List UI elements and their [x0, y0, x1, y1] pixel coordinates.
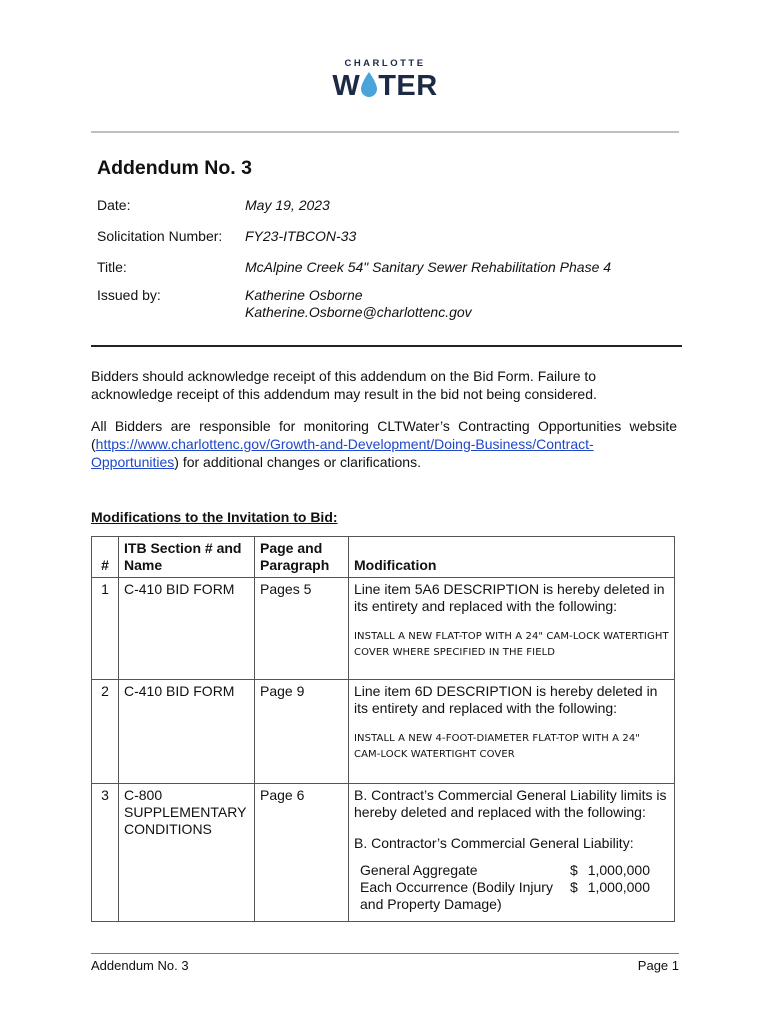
- header-rule: [91, 131, 679, 133]
- table-row: [92, 578, 675, 680]
- row-modification: [349, 680, 675, 784]
- row-modification: [349, 578, 675, 680]
- limit-row: [354, 879, 669, 913]
- row-section: C-410 BID FORM: [119, 578, 255, 680]
- limit-label: Each Occurrence (Bodily Injury and Property Damage): [360, 879, 553, 912]
- footer-rule: [91, 953, 679, 954]
- monitoring-paragraph: [91, 417, 677, 471]
- row-num: 3: [92, 784, 119, 922]
- monitoring-prefix: All Bidders are responsible for monitoring CLTWater’s Contracting Opportunities website (: [91, 418, 677, 452]
- row-modification: [349, 784, 675, 922]
- logo-main-text: [330, 70, 440, 102]
- row-page: Page 9: [255, 680, 349, 784]
- replacement-description: INSTALL A NEW 4-FOOT-DIAMETER FLAT-TOP WITH A 24" CAM-LOCK WATERTIGHT COVER: [354, 733, 640, 760]
- header-section: ITB Section # and Name: [119, 537, 255, 578]
- modification-text: B. Contract’s Commercial General Liability limits is hereby deleted and replaced with the following:: [354, 787, 667, 820]
- liability-subheading: B. Contractor’s Commercial General Liability:: [354, 835, 634, 851]
- solicitation-value: FY23-ITBCON-33: [245, 228, 357, 244]
- limit-currency: $: [570, 879, 578, 895]
- row-page: Page 6: [255, 784, 349, 922]
- logo-main-left: W: [332, 70, 361, 102]
- monitoring-suffix: ) for additional changes or clarifications.: [174, 454, 421, 470]
- title-value: McAlpine Creek 54" Sanitary Sewer Rehabilitation Phase 4: [245, 259, 612, 275]
- header-num: #: [92, 537, 119, 578]
- issued-by-email: Katherine.Osborne@charlottenc.gov: [245, 304, 472, 320]
- modification-text: Line item 6D DESCRIPTION is hereby deleted in its entirety and replaced with the following:: [354, 683, 658, 716]
- section-rule: [91, 345, 682, 347]
- row-section: C-410 BID FORM: [119, 680, 255, 784]
- page-title: Addendum No. 3: [97, 157, 252, 179]
- limit-value: 1,000,000: [587, 879, 650, 895]
- table-row: [92, 680, 675, 784]
- header-page: Page and Paragraph: [255, 537, 349, 578]
- solicitation-label: Solicitation Number:: [97, 228, 223, 244]
- row-page: Pages 5: [255, 578, 349, 680]
- row-num: 1: [92, 578, 119, 680]
- date-value: May 19, 2023: [245, 197, 330, 213]
- water-drop-icon: [359, 71, 379, 98]
- row-section: C-800 SUPPLEMENTARY CONDITIONS: [119, 784, 255, 922]
- charlotte-water-logo: [330, 58, 440, 108]
- limit-label: General Aggregate: [360, 862, 478, 878]
- modification-text: Line item 5A6 DESCRIPTION is hereby deleted in its entirety and replaced with the following:: [354, 581, 665, 614]
- logo-top-text: CHARLOTTE: [344, 58, 426, 69]
- modifications-table: [91, 536, 675, 922]
- footer-page-number: Page 1: [637, 958, 679, 973]
- header-modification: Modification: [349, 537, 675, 578]
- limit-row: [354, 862, 669, 879]
- contract-opportunities-link[interactable]: https://www.charlottenc.gov/Growth-and-Development/Doing-Business/Contract-Opportunities: [91, 436, 594, 470]
- issued-by-name: Katherine Osborne: [245, 287, 363, 303]
- limit-value: 1,000,000: [587, 862, 650, 878]
- title-label: Title:: [97, 259, 127, 275]
- acknowledge-paragraph: Bidders should acknowledge receipt of this addendum on the Bid Form. Failure to acknowledge receipt of this addendum may result in the bid not being considered.: [91, 368, 597, 402]
- logo-main-right: TER: [378, 70, 438, 102]
- table-row: [92, 784, 675, 922]
- limit-currency: $: [570, 862, 578, 878]
- table-header-row: [92, 537, 675, 578]
- date-label: Date:: [97, 197, 131, 213]
- row-num: 2: [92, 680, 119, 784]
- replacement-description: INSTALL A NEW FLAT-TOP WITH A 24" CAM-LOCK WATERTIGHT COVER WHERE SPECIFIED IN THE FIELD: [354, 631, 669, 658]
- liability-limits: [354, 862, 669, 913]
- modifications-heading: Modifications to the Invitation to Bid:: [91, 509, 338, 525]
- issued-by-label: Issued by:: [97, 287, 161, 303]
- footer-left: Addendum No. 3: [91, 958, 189, 973]
